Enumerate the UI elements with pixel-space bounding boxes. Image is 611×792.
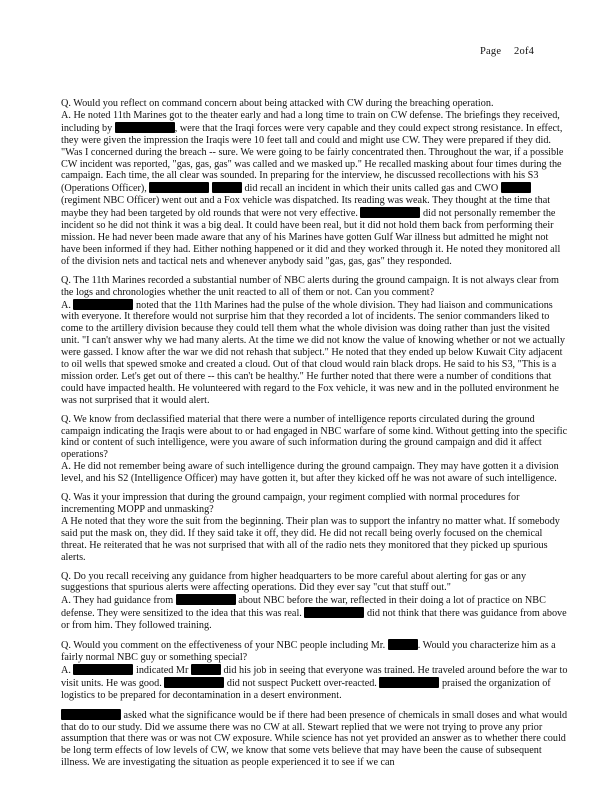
- redaction-bar: [73, 299, 133, 310]
- redaction-bar: [501, 182, 531, 193]
- answer-text: A. noted that the 11th Marines had the pulse of the whole division. They had liaison and communications with everyone. It therefore would not surprise him that they recorded a lot of incidents. The senior commanders liked to come to the artillery division because they could tell them what the whole division was doing rather than just the visited unit. "I can't answer why we had many alerts. At the time we did not know the value of knowing whether or not we actually were gassed. I know after the war we did not rehash that subject." He noted that they ended up below Kuwait City adjacent to oil wells that spewed smoke and created a cloud. Out of that cloud would rain black drops. He said to his S3, "This is a mission order. Let's get out of there -- this can't be healthy." He further noted that there were a number of conditions that could have impacted health. He volunteered with regard to the Fox vehicle, it was new and in the polluted environment he was not surprised that it would alert.: [61, 299, 565, 406]
- redaction-bar: [360, 207, 420, 218]
- redaction-bar: [191, 664, 221, 675]
- answer-text: A. He noted 11th Marines got to the theater early and had a long time to train on CW defense. The briefings they received, including by , were that the Iraqi forces were very capable and they could expect strong resistance. In effect, they were given the impression the Iraqis were 10 feet tall and could and might use CW. They were prepared if they did. "Was I concerned during the breach -- sure. We were going to be fairly concentrated then. Throughout the war, if a possible CW incident was reported, "gas, gas, gas" was called and we masked up." He recalled masking about four times during the campaign. Each time, the all clear was sounded. In preparing for the interview, he discussed recollections with his S3 (Operations Officer), did recall an incident in which their units called gas and CWO (regiment NBC Officer) went out and a Fox vehicle was dispatched. Its reading was weak. They thought at the time that maybe they had been targeted by old rounds that were not very effective. did not personally remember the incident so he did not think it was a big deal. It could have been real, but it did not hold them back from performing their mission. He had never been made aware that any of his Marines have gotten Gulf War illness but admitted he might not have been informed if they had. Either nothing happened or it did and they worked through it. He noted they monitored all of the division nets and tactical nets and whenever anybody said "gas, gas, gas" they responded.: [61, 109, 564, 267]
- question-text: Q. Would you reflect on command concern about being attacked with CW during the breaching operation.: [61, 98, 494, 109]
- qa-block: [61, 414, 569, 485]
- qa-block: [61, 275, 569, 407]
- closing-paragraph: [61, 709, 569, 770]
- redaction-bar: [149, 182, 209, 193]
- document-body: [61, 98, 569, 776]
- answer-text: A. indicated Mr did his job in seeing that everyone was trained. He traveled around before the war to visit units. He was good. did not suspect Puckett over-reacted. praised the organization of logistics to be prepared for decontamination in a desert environment.: [61, 664, 568, 701]
- redaction-bar: [164, 677, 224, 688]
- redaction-bar: [304, 607, 364, 618]
- redaction-bar: [379, 677, 439, 688]
- page-label: Page: [480, 46, 502, 57]
- qa-block: [61, 639, 569, 702]
- page-header: [480, 46, 544, 57]
- question-text: Q. The 11th Marines recorded a substantial number of NBC alerts during the ground campaign. It is not always clear from the logs and chronologies whether the unit reacted to all of them or not. Can you comment?: [61, 274, 559, 298]
- question-text: Q. Was it your impression that during the ground campaign, your regiment complied with normal procedures for incrementing MOPP and unmasking?: [61, 492, 520, 515]
- answer-text: A. He did not remember being aware of such intelligence during the ground campaign. They may have gotten it a division level, and his S2 (Intelligence Officer) may have gotten it, but after they kicked off he was not aware of such intelligence.: [61, 461, 559, 485]
- question-text: Q. We know from declassified material that there were a number of intelligence reports circulated during the ground campaign indicating the Iraqis were about to or had engaged in NBC warfare of some kind. Without getting into the specific kind or content of such intelligence, were you aware of such information during the ground campaign and did it affect operations?: [61, 413, 568, 461]
- answer-text: asked what the significance would be if there had been presence of chemicals in small doses and what would that do to our study. Did we assume there was no CW at all. Stewart replied that we were not trying to prove any prior assumption that there was or was not CW exposure. While science has not yet provided an answer as to whether there could be long term effects of low levels of CW, we know that some vets believe that may have been the cause of subsequent illness. We are investigating the situation as people experienced it to see if we can: [61, 709, 568, 769]
- qa-block: [61, 571, 569, 633]
- redaction-bar: [73, 664, 133, 675]
- answer-text: A He noted that they wore the suit from the beginning. Their plan was to support the infantry no matter what. If somebody said put the mask on, they did. If they said take it off, they did. He did not recall being overly focused on the chemical threat. He reiterated that he was not surprised that with all of the radio nets they monitored that they picked up spurious alerts.: [61, 515, 560, 563]
- redaction-bar: [176, 594, 236, 605]
- redaction-bar: [388, 639, 418, 650]
- question-text: Q. Would you comment on the effectiveness of your NBC people including Mr. . Would you characterize him as a fairly normal NBC guy or something special?: [61, 640, 556, 663]
- redaction-bar: [61, 709, 121, 720]
- qa-block: [61, 98, 569, 268]
- redaction-bar: [212, 182, 242, 193]
- page-number: 2of4: [514, 46, 535, 57]
- redaction-bar: [115, 122, 175, 133]
- qa-block: [61, 492, 569, 563]
- answer-text: A. They had guidance from about NBC before the war, reflected in their doing a lot of practice on NBC defense. They were sensitized to the idea that this was real. did not think that there was guidance from above or from him. They followed training.: [61, 595, 567, 632]
- question-text: Q. Do you recall receiving any guidance from higher headquarters to be more careful about alerting for gas or any suggestions that spurious alerts were affecting operations. Did they ever say "cut that stuff out.": [61, 570, 527, 594]
